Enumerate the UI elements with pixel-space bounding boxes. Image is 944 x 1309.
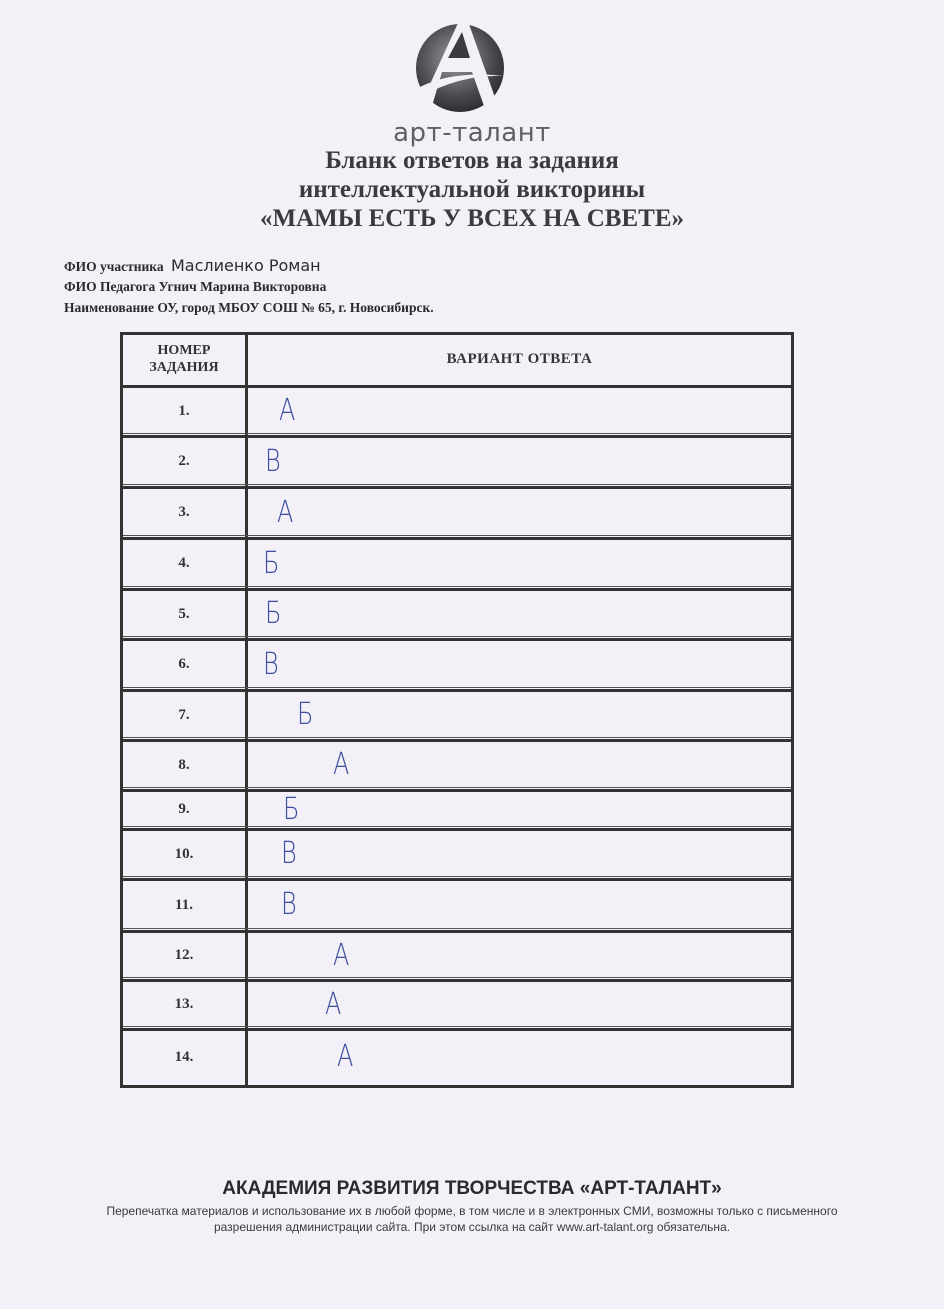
table-row	[123, 829, 791, 879]
task-number: 2.	[178, 453, 190, 469]
row-inner-line	[123, 636, 791, 637]
row-inner-line	[123, 1026, 791, 1027]
handwritten-answer: А	[333, 747, 350, 782]
handwritten-answer: А	[279, 393, 296, 428]
table-row	[123, 879, 791, 931]
row-inner-line	[123, 687, 791, 688]
header-answer: ВАРИАНТ ОТВЕТА	[446, 350, 593, 367]
task-number: 5.	[178, 605, 190, 622]
handwritten-answer: Б	[265, 596, 282, 631]
table-row	[123, 538, 791, 589]
task-number: 1.	[178, 402, 190, 419]
handwritten-answer: А	[325, 986, 342, 1022]
table-row	[123, 639, 791, 690]
table-row	[123, 740, 791, 790]
task-number: 12.	[174, 947, 194, 963]
row-inner-line	[123, 826, 791, 827]
table-row	[123, 980, 791, 1029]
title-line-2: интеллектуальной викторины	[298, 176, 646, 203]
task-number: 11.	[175, 896, 193, 913]
table-row	[123, 487, 791, 538]
handwritten-answer: А	[333, 937, 350, 973]
handwritten-answer: В	[280, 887, 297, 922]
header-number-line-1: НОМЕР	[157, 343, 211, 358]
table-row	[123, 1029, 791, 1085]
row-inner-line	[123, 484, 791, 485]
handwritten-answer: Б	[283, 791, 300, 827]
handwritten-answer: А	[277, 494, 294, 530]
title-line-3: «МАМЫ ЕСТЬ У ВСЕХ НА СВЕТЕ»	[259, 205, 685, 232]
row-inner-line	[123, 433, 791, 434]
footer-title: АКАДЕМИЯ РАЗВИТИЯ ТВОРЧЕСТВА «АРТ-ТАЛАНТ»	[222, 1178, 722, 1199]
title-line-1: Бланк ответов на задания	[325, 147, 619, 174]
table-row	[123, 436, 791, 487]
participant-value: Маслиенко Роман	[170, 256, 321, 275]
participant-info	[64, 255, 434, 318]
row-inner-line	[123, 876, 791, 877]
form-title	[0, 146, 944, 233]
task-number: 10.	[174, 845, 194, 862]
task-number: 8.	[178, 756, 190, 773]
table-header-row	[123, 335, 791, 386]
art-talant-logo-icon	[412, 10, 508, 122]
handwritten-answer: А	[337, 1039, 354, 1074]
handwritten-answer: В	[264, 443, 281, 479]
answer-table	[120, 332, 794, 1088]
task-number: 4.	[178, 555, 190, 571]
handwritten-answer: В	[280, 836, 297, 871]
teacher-line: ФИО Педагога Угнич Марина Викторовна	[64, 279, 327, 294]
task-number: 14.	[174, 1048, 194, 1065]
brand-name: арт-талант	[393, 118, 551, 148]
table-row	[123, 589, 791, 639]
row-inner-line	[123, 737, 791, 738]
footer-copyright: Перепечатка материалов и использование их в любой форме, в том числе и в электронных СМИ, возможны только с письменного разрешения администрации сайта. При этом ссылка на сайт www.art-talant.org обязательна.	[106, 1204, 838, 1234]
row-inner-line	[123, 787, 791, 788]
task-number: 13.	[174, 996, 194, 1012]
school-line: Наименование ОУ, город МБОУ СОШ № 65, г. Новосибирск.	[64, 300, 434, 315]
handwritten-answer: Б	[297, 697, 314, 732]
row-inner-line	[123, 586, 791, 587]
table-row	[123, 386, 791, 436]
table-row	[123, 690, 791, 740]
header-number	[123, 335, 245, 383]
task-number: 9.	[178, 801, 190, 817]
task-number: 7.	[178, 706, 190, 723]
participant-label: ФИО участника	[64, 259, 164, 274]
handwritten-answer: Б	[263, 545, 280, 581]
row-inner-line	[123, 928, 791, 929]
table-row	[123, 931, 791, 980]
header-number-line-2: ЗАДАНИЯ	[149, 360, 219, 375]
task-number: 6.	[178, 656, 190, 672]
task-number: 3.	[178, 504, 190, 520]
handwritten-answer: В	[262, 646, 279, 682]
row-inner-line	[123, 535, 791, 536]
row-inner-line	[123, 977, 791, 978]
table-row	[123, 790, 791, 829]
participant-line	[64, 255, 434, 276]
